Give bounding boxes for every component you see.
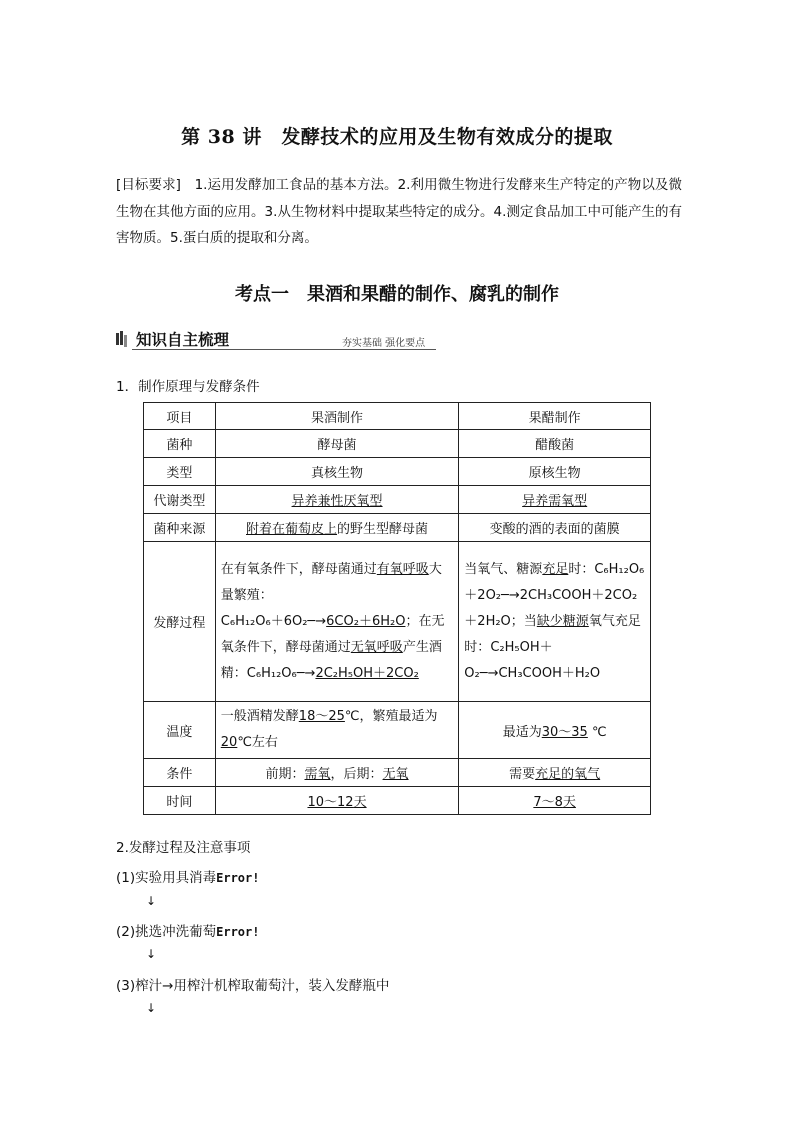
- table-header-cell: 项目: [144, 403, 216, 430]
- table-cell: 原核生物: [459, 458, 651, 486]
- step-text: (3)榨汁→用榨汁机榨取葡萄汁，装入发酵瓶中: [116, 978, 390, 994]
- table-header-cell: 果醋制作: [459, 403, 651, 430]
- section-title: 考点一 果酒和果醋的制作、腐乳的制作: [235, 284, 559, 305]
- answer-text: 需氧: [304, 767, 331, 782]
- answer-text: 附着在葡萄皮上: [246, 522, 338, 537]
- cell-text: 产生酒精：: [220, 639, 442, 681]
- cell-text: 需要: [509, 767, 536, 782]
- answer-text: 异养兼性厌氧型: [291, 494, 383, 509]
- table-cell: [459, 486, 651, 514]
- table-cell: [459, 702, 651, 759]
- process-step: [116, 920, 259, 940]
- table-cell: 醋酸菌: [459, 430, 651, 458]
- answer-text: 无氧呼吸: [350, 639, 403, 655]
- down-arrow-icon: ↓: [146, 1001, 157, 1015]
- fermentation-table: [143, 402, 651, 815]
- answer-text: [307, 795, 366, 810]
- objectives-label: [目标要求]: [116, 177, 181, 193]
- table-row: [144, 542, 651, 702]
- cell-text: 最适为: [502, 724, 542, 740]
- row-label: 菌种: [144, 430, 216, 458]
- answer-text: 有氧呼吸: [376, 561, 429, 577]
- answer-text: 18～25: [298, 709, 345, 724]
- vinegar-process-cell: [459, 542, 651, 702]
- objectives-paragraph: [116, 172, 682, 252]
- cell-text: 前期：: [265, 767, 305, 782]
- answer-text: 6CO₂＋6H₂O: [326, 613, 406, 629]
- table-cell: 酵母菌: [215, 430, 459, 458]
- equation-text: C₂H₅OH＋O₂─→CH₃COOH＋H₂O: [464, 639, 601, 681]
- banner-slogan: 夯实基础 强化要点: [342, 338, 426, 349]
- answer-text: 缺少糖源: [536, 613, 589, 629]
- cell-text: ；在无氧条件下，酵母菌通过: [220, 613, 445, 655]
- wine-process-cell: [215, 542, 459, 702]
- page-title: 第 38 讲 发酵技术的应用及生物有效成分的提取: [181, 126, 613, 148]
- cell-text: 时：C₆H₁₂O₆＋2O₂─→2CH₃COOH＋2CO₂＋2H₂O；当: [464, 561, 645, 629]
- down-arrow-icon: ↓: [146, 894, 157, 908]
- cell-text: ℃，繁殖最适为: [344, 709, 438, 724]
- table-cell: [459, 787, 651, 815]
- equation-text: C₆H₁₂O₆＋6O₂─→: [220, 613, 327, 629]
- answer-text: 异养需氧型: [522, 494, 588, 509]
- answer-text: 20: [220, 735, 238, 750]
- down-arrow-icon: ↓: [146, 947, 157, 961]
- answer-value: 7～8: [533, 795, 563, 810]
- step-error: Error!: [216, 871, 260, 885]
- table-cell: [215, 486, 459, 514]
- step-text: (2)挑选冲洗葡萄: [116, 924, 217, 940]
- answer-text: [533, 795, 576, 810]
- row-label: 时间: [144, 787, 216, 815]
- process-step: [116, 866, 259, 886]
- row-label: 类型: [144, 458, 216, 486]
- row-label: 代谢类型: [144, 486, 216, 514]
- banner-rule: [132, 349, 436, 350]
- row-label: 菌种来源: [144, 514, 216, 542]
- table-cell: [215, 514, 459, 542]
- table-cell: [215, 787, 459, 815]
- cell-text: 氧气充足时：: [464, 613, 641, 655]
- answer-text: 充足: [542, 561, 569, 577]
- cell-text: 当氧气、糖源: [464, 561, 543, 577]
- section-banner: [116, 328, 436, 350]
- answer-text: 无氧: [382, 767, 409, 782]
- table-row: [144, 458, 651, 486]
- row-label: 温度: [144, 702, 216, 759]
- table-row: [144, 430, 651, 458]
- table-row: [144, 403, 651, 430]
- step-text: (1)实验用具消毒: [116, 870, 217, 886]
- answer-text: 30～35: [541, 724, 588, 740]
- table-cell: [459, 759, 651, 787]
- unit-text: 天: [562, 795, 576, 810]
- process-step: [116, 974, 389, 994]
- cell-text: 的野生型酵母菌: [337, 522, 429, 537]
- cell-text: ，后期：: [330, 767, 383, 782]
- row-label: 发酵过程: [144, 542, 216, 702]
- banner-label: 知识自主梳理: [136, 331, 230, 349]
- table-header-cell: 果酒制作: [215, 403, 459, 430]
- cell-text: 大量繁殖：: [220, 561, 442, 603]
- step-error: Error!: [216, 925, 260, 939]
- cell-text: ℃: [591, 724, 607, 740]
- equation-text: C₆H₁₂O₆─→: [246, 665, 316, 681]
- table-cell: 变酸的酒的表面的菌膜: [459, 514, 651, 542]
- table-row: [144, 702, 651, 759]
- unit-text: 天: [353, 795, 367, 810]
- cell-text: ℃左右: [237, 735, 278, 750]
- table-cell: [215, 702, 459, 759]
- answer-text: 2C₂H₅OH＋2CO₂: [315, 665, 419, 681]
- table-row: [144, 514, 651, 542]
- cell-text: 一般酒精发酵: [220, 709, 299, 724]
- table-cell: 真核生物: [215, 458, 459, 486]
- objectives-text: 1.运用发酵加工食品的基本方法。2.利用微生物进行发酵来生产特定的产物以及微生物在其他方面的应用。3.从生物材料中提取某些特定的成分。4.测定食品加工中可能产生的有害物质。5.蛋白质的提取和分离。: [116, 177, 682, 246]
- row-label: 条件: [144, 759, 216, 787]
- table-row: [144, 486, 651, 514]
- heading-process: 2.发酵过程及注意事项: [116, 840, 251, 856]
- answer-value: 10～12: [307, 795, 354, 810]
- banner-marker-icon: [116, 331, 128, 347]
- answer-text: 充足的氧气: [535, 767, 601, 782]
- table-row: [144, 787, 651, 815]
- table-cell: [215, 759, 459, 787]
- cell-text: 在有氧条件下，酵母菌通过: [220, 561, 377, 577]
- table-row: [144, 759, 651, 787]
- heading-principles: 1．制作原理与发酵条件: [116, 379, 260, 395]
